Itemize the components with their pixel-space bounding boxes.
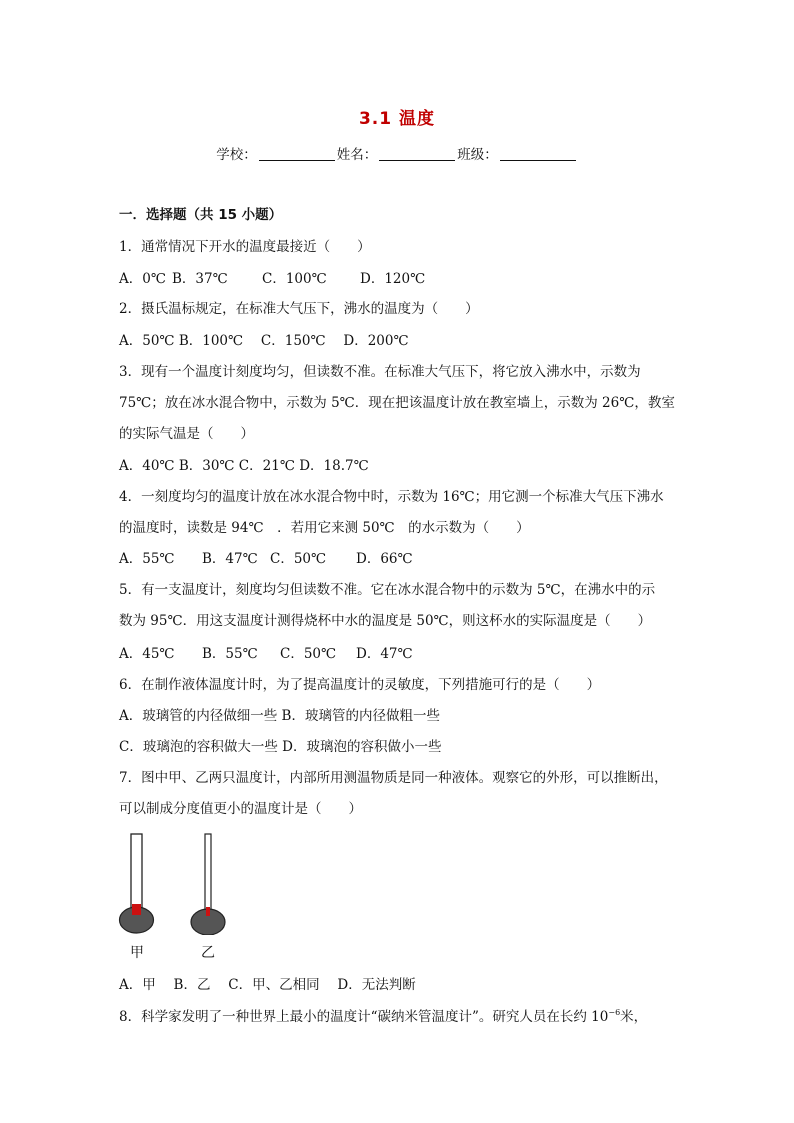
question-5-line-1: 5．有一支温度计，刻度均匀但读数不准。它在冰水混合物中的示数为 5℃，在沸水中的示 [119, 582, 656, 598]
option-c[interactable]: C．50℃ [270, 551, 327, 567]
label-yi: 乙 [201, 945, 215, 961]
question-8-line-1 [119, 1008, 679, 1026]
question-3-options[interactable]: A．40℃ B．30℃ C．21℃ D．18.7℃ [119, 458, 369, 474]
question-8-text: 8．科学家发明了一种世界上最小的温度计“碳纳米管温度计”。研究人员在长约 10 [119, 1009, 609, 1025]
option-a[interactable]: A．55℃ [119, 551, 175, 567]
school-blank[interactable] [259, 147, 335, 161]
option-b[interactable]: B．47℃ [202, 551, 258, 567]
label-jia: 甲 [130, 945, 144, 961]
question-7-line-2: 可以制成分度值更小的温度计是（ ） [119, 801, 362, 817]
question-4-options [119, 550, 679, 568]
option-d[interactable]: D．66℃ [356, 551, 413, 567]
question-6-options-cd[interactable]: C．玻璃泡的容积做大一些 D．玻璃泡的容积做小一些 [119, 739, 442, 755]
jia-tube [131, 834, 142, 914]
option-d[interactable]: D．47℃ [356, 646, 413, 662]
thermometer-yi [191, 834, 225, 935]
question-3-line-3: 的实际气温是（ ） [119, 426, 254, 442]
option-c[interactable]: C．50℃ [280, 646, 337, 662]
unit-text: 米， [620, 1009, 648, 1025]
option-b[interactable]: B．55℃ [202, 646, 258, 662]
class-label: 班级： [457, 147, 498, 163]
question-6-stem: 6．在制作液体温度计时，为了提高温度计的灵敏度，下列措施可行的是（ ） [119, 677, 601, 693]
question-2-options[interactable]: A．50℃ B．100℃ C．150℃ D．200℃ [119, 333, 409, 349]
name-blank[interactable] [379, 147, 455, 161]
question-1-stem: 1．通常情况下开水的温度最接近（ ） [119, 239, 371, 255]
question-5-options [119, 645, 679, 663]
jia-liquid [132, 904, 141, 915]
exponent: −6 [608, 1008, 621, 1017]
thermometers-drawing [118, 830, 248, 935]
option-a[interactable]: A．45℃ [119, 646, 175, 662]
option-a[interactable]: A．0℃ [119, 271, 166, 287]
yi-liquid [206, 907, 210, 916]
option-c[interactable]: C．100℃ [262, 271, 327, 287]
question-7-options[interactable]: A．甲 B．乙 C．甲、乙相同 D．无法判断 [119, 977, 416, 993]
question-7-line-1: 7．图中甲、乙两只温度计，内部所用测温物质是同一种液体。观察它的外形，可以推断出， [119, 770, 668, 786]
thermometer-jia [120, 834, 154, 933]
question-4-line-2: 的温度时，读数是 94℃ ．若用它来测 50℃ 的水示数为（ ） [119, 520, 530, 536]
name-label: 姓名： [336, 147, 378, 163]
question-6-options-ab[interactable]: A．玻璃管的内径做细一些 B．玻璃管的内径做粗一些 [119, 708, 440, 724]
yi-tube [205, 834, 211, 914]
section-heading: 一．选择题（共 15 小题） [119, 207, 283, 223]
student-info [0, 143, 794, 163]
question-3-line-1: 3．现有一个温度计刻度均匀，但读数不准。在标准大气压下，将它放入沸水中，示数为 [119, 364, 641, 380]
page-title: 3.1 温度 [358, 109, 436, 129]
question-1-options [119, 270, 679, 288]
school-label: 学校： [216, 147, 257, 163]
option-d[interactable]: D．120℃ [360, 271, 426, 287]
class-blank[interactable] [500, 147, 576, 161]
question-5-line-2: 数为 95℃．用这支温度计测得烧杯中水的温度是 50℃，则这杯水的实际温度是（ ） [119, 613, 652, 629]
question-4-line-1: 4．一刻度均匀的温度计放在冰水混合物中时，示数为 16℃；用它测一个标准大气压下沸水 [119, 489, 664, 505]
question-2-stem: 2．摄氏温标规定，在标准大气压下，沸水的温度为（ ） [119, 301, 479, 317]
thermometer-figure [118, 830, 248, 970]
option-b[interactable]: B．37℃ [172, 271, 228, 287]
question-3-line-2: 75℃；放在冰水混合物中，示数为 5℃．现在把该温度计放在教室墙上，示数为 26℃，教室 [119, 395, 675, 411]
